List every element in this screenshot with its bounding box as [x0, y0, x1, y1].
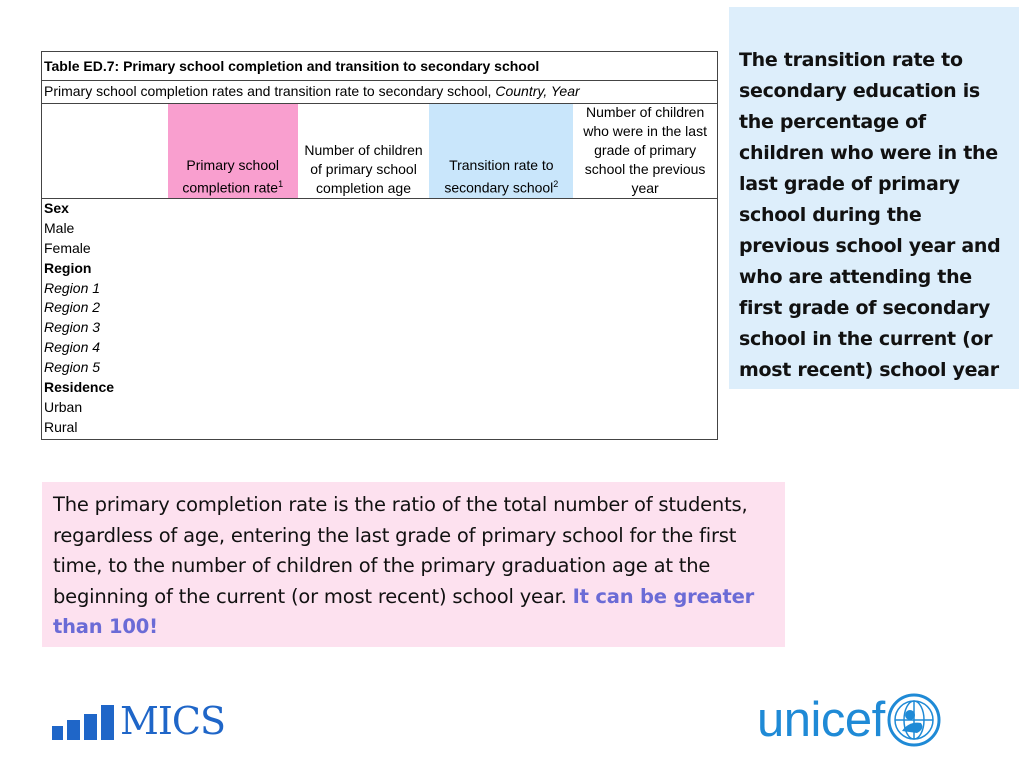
unicef-logo	[757, 692, 941, 748]
table-subtitle-country-year: Country, Year	[495, 83, 580, 99]
header-children-completion-age	[298, 104, 430, 198]
header-transition-rate-footnote: 2	[553, 179, 559, 190]
table-row: Region 1	[44, 279, 101, 296]
table-row: Male	[44, 219, 75, 236]
mics-bar-icon	[67, 720, 80, 740]
mics-logo	[52, 699, 226, 743]
table-row: Region 2	[44, 299, 101, 316]
unicef-logo-text: unicef	[757, 693, 885, 747]
header-children-completion-age-label: Number of children of primary school completion age	[304, 142, 423, 196]
header-completion-rate	[168, 104, 298, 198]
completion-rate-note-highlight: It can be greater than 100!	[53, 584, 755, 638]
header-transition-rate-label: Transition rate to secondary school	[444, 157, 554, 196]
mics-logo-text: MICS	[120, 699, 226, 743]
table-row: Urban	[44, 398, 83, 415]
header-completion-rate-footnote: 1	[278, 179, 284, 190]
table-row: Region 3	[44, 319, 101, 336]
table-row: Residence	[44, 379, 115, 396]
table-header-row	[42, 104, 717, 199]
header-empty-cell	[42, 104, 168, 198]
unicef-emblem-icon	[887, 693, 941, 747]
mics-bar-icon	[84, 714, 97, 740]
table-row: Rural	[44, 418, 78, 435]
table-row: Sex	[44, 200, 69, 216]
transition-rate-note: The transition rate to secondary education is the percentage of children who were in the last grade of primary school during the previous school year and who are attending the first grade of secondary school in the current (or most recent) school year	[729, 7, 1019, 389]
completion-rate-note	[42, 482, 785, 647]
table-subtitle-plain: Primary school completion rates and transition rate to secondary school,	[44, 83, 496, 99]
table-row: Female	[44, 239, 91, 256]
mics-bar-icon	[101, 705, 114, 740]
table-subtitle	[42, 81, 717, 104]
mics-bar-icon	[52, 726, 63, 740]
header-completion-rate-label: Primary school completion rate	[182, 157, 280, 196]
header-children-last-grade	[573, 104, 717, 198]
table-row: Region	[44, 259, 92, 276]
table-title: Table ED.7: Primary school completion and transition to secondary school	[42, 52, 717, 81]
table-body	[42, 199, 717, 439]
table-row: Region 4	[44, 339, 101, 356]
completion-rate-note-text: The primary completion rate is the ratio of the total number of students, regardless of age, entering the last grade of primary school for the first time, to the number of children of the primary graduation age at the beginning of the current (or most recent) school year.	[53, 493, 748, 608]
header-transition-rate	[429, 104, 573, 198]
header-children-last-grade-label: Number of children who were in the last grade of primary school the previous year	[583, 104, 707, 196]
table-row: Region 5	[44, 359, 101, 376]
data-table	[41, 51, 718, 440]
